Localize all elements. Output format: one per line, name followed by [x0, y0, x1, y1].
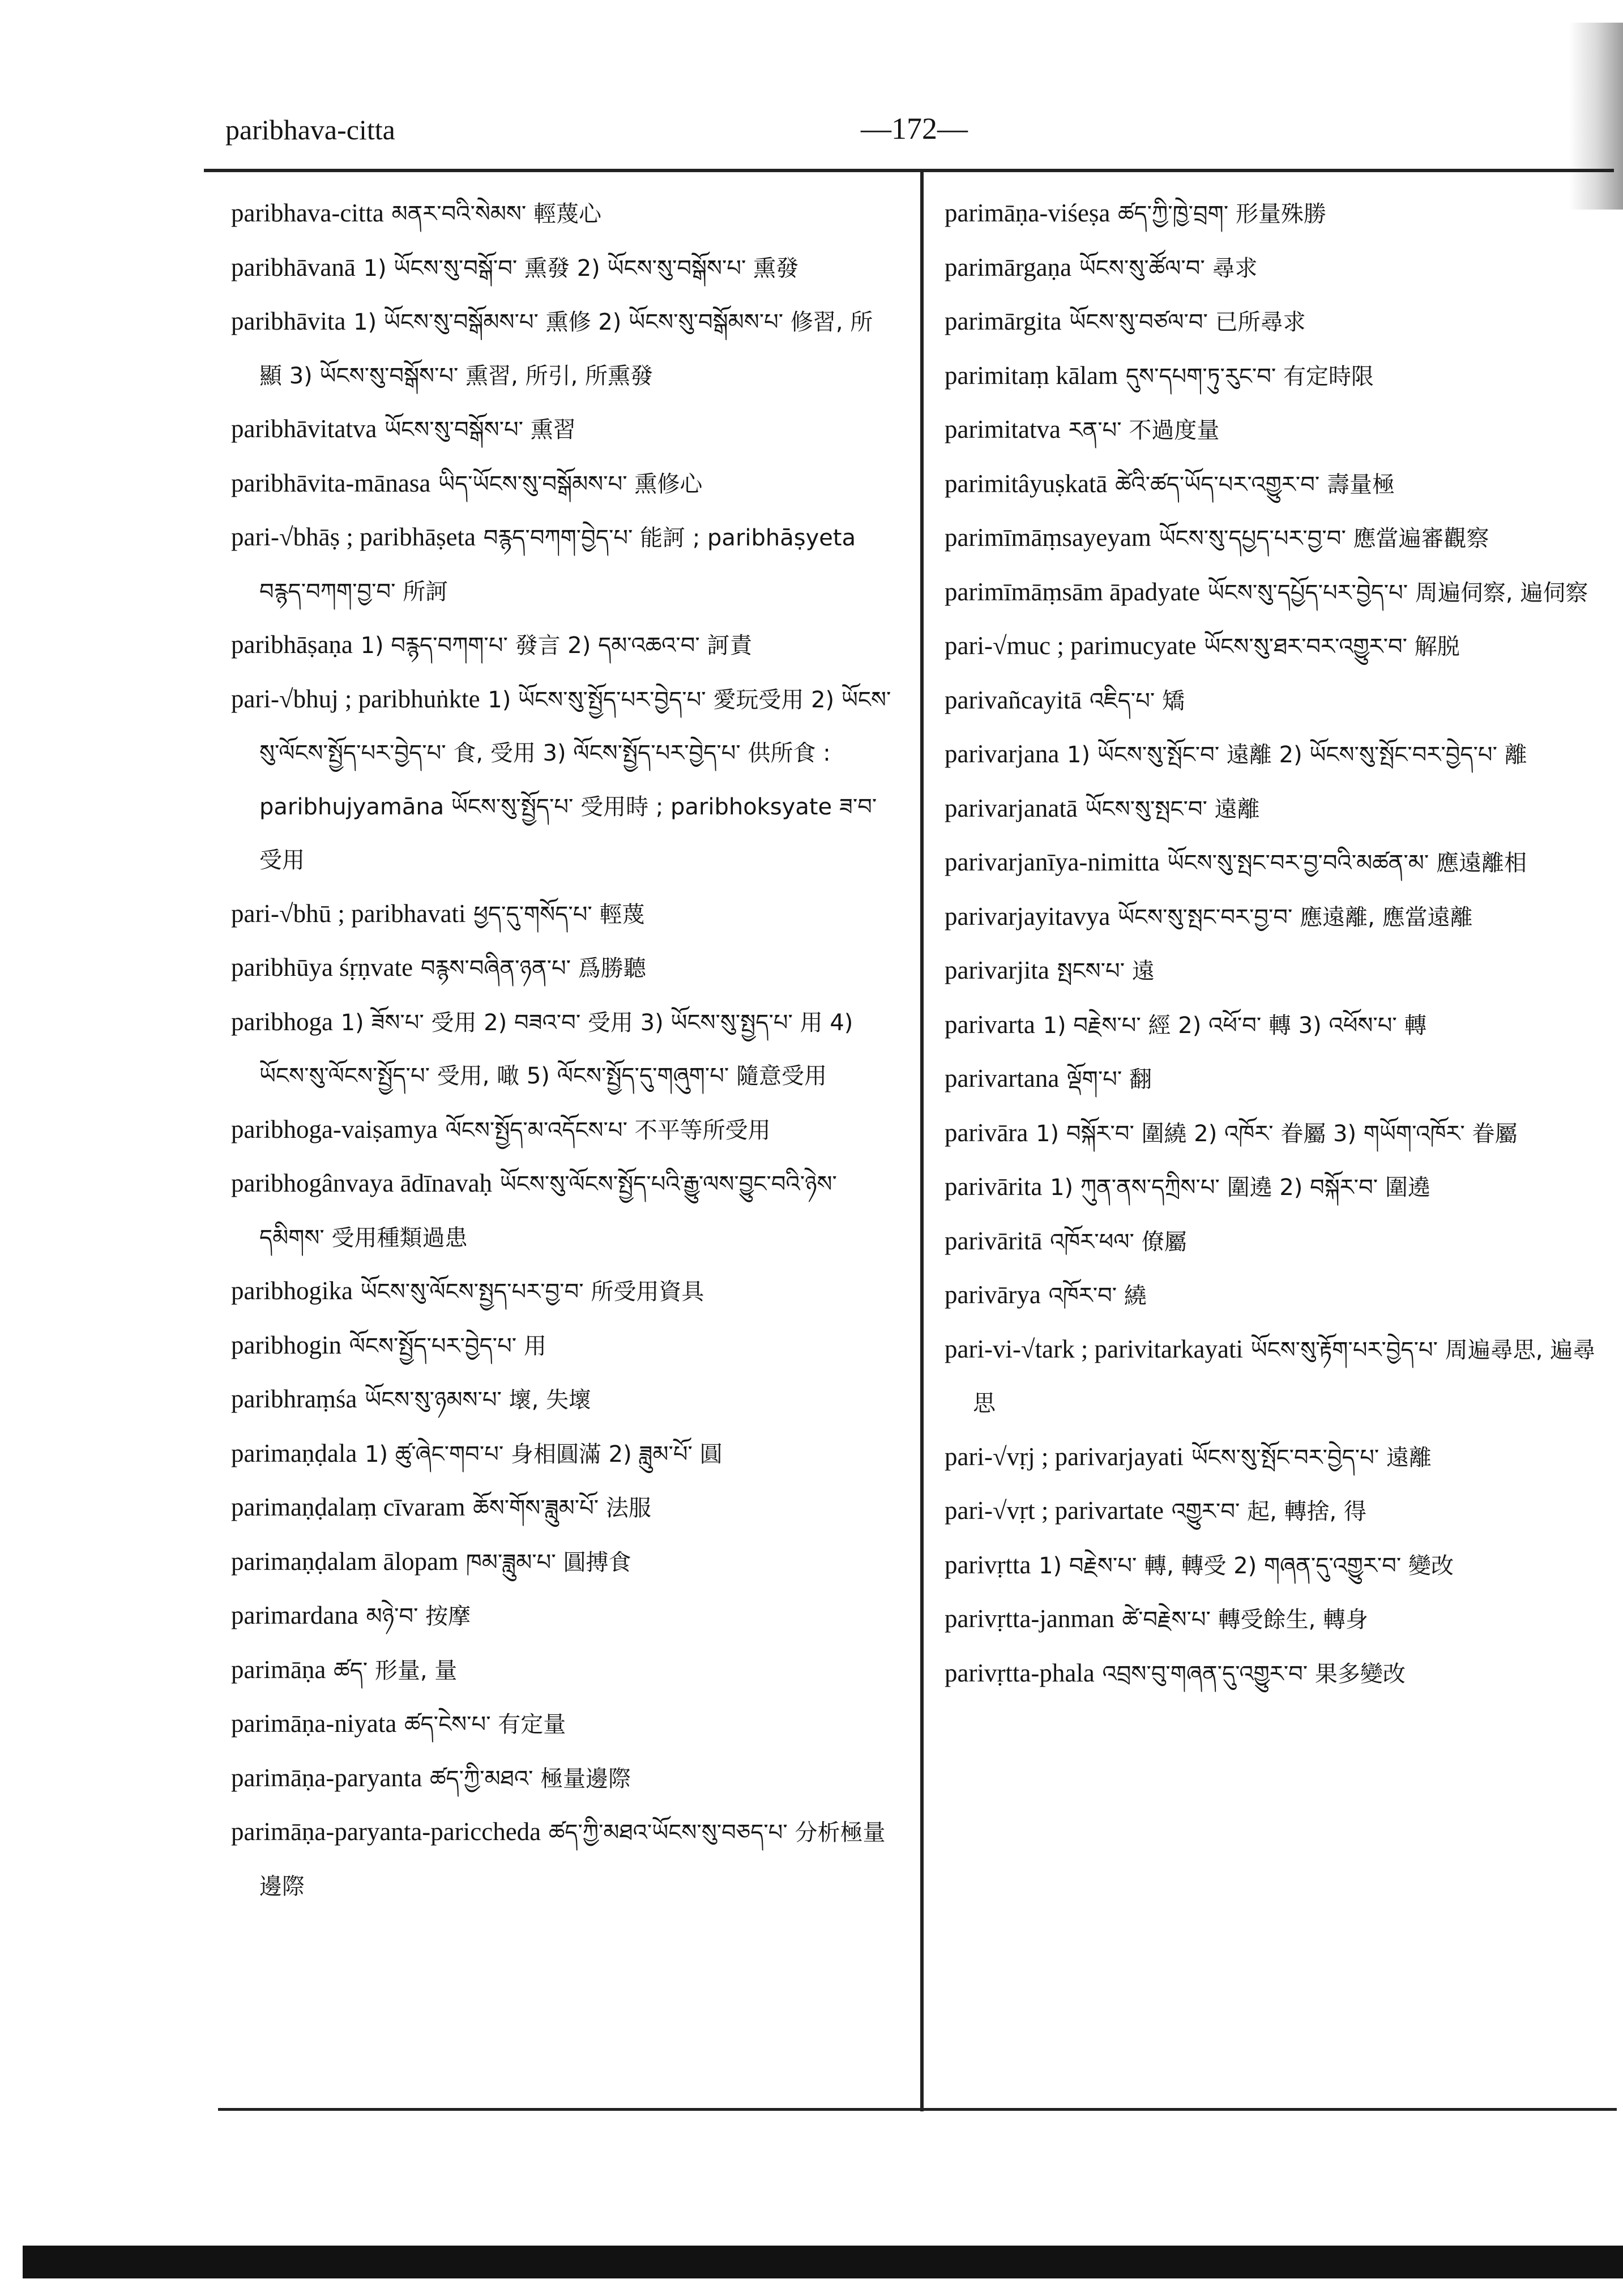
dictionary-entry: [231, 1697, 894, 1752]
dictionary-entry: [231, 1427, 894, 1482]
entry-headword: paribhāvita-mānasa: [231, 468, 431, 497]
entry-headword: parivartana: [945, 1064, 1060, 1092]
scan-bottom-edge: [23, 2246, 1623, 2278]
entry-headword: paribhava-citta: [231, 199, 384, 227]
entry-definition: ཡོངས་སུ་ལོངས་སྤྱོད་པའི་རྒྱུ་ལས་བྱུང་བའི་ཉེས་དམིགས་ 受用種類過患: [259, 1171, 837, 1251]
entry-definition: ཡོངས་སུ་སྤང་བ་ 遠離: [1085, 796, 1260, 822]
dictionary-entry: [945, 1269, 1607, 1323]
dictionary-entry: [231, 941, 894, 996]
entry-headword: parimitatva: [945, 415, 1061, 443]
entry-headword: parimīmāṃsām āpadyate: [945, 577, 1201, 606]
entry-definition: 1) ཡོངས་སུ་སྤྱོད་པར་བྱེད་པ་ 愛玩受用 2) ཡོངས་སུ་ལོངས་སྤྱོད་པར་བྱེད་པ་ 食, 受用 3) ལོངས་སྤྱོད་པར་བྱེད་པ་ 供所食 : paribhujyamāna ཡོངས་སུ་སྤྱོད་པ་ 受用時 ; paribhoksyate ཟ་བ་ 受用: [259, 686, 891, 873]
column-divider: [920, 169, 924, 2111]
dictionary-entry: [945, 1160, 1607, 1215]
entry-headword: paribhāvita: [231, 307, 346, 335]
entry-headword: parivārita: [945, 1172, 1043, 1201]
entry-headword: pari-√bhuj ; paribhuṅkte: [231, 684, 480, 713]
dictionary-entry: [231, 1806, 894, 1913]
entry-definition: ལྡོག་པ་ 翻: [1067, 1066, 1152, 1092]
entry-definition: ཚེ་བརྗེས་པ་ 轉受餘生, 轉身: [1122, 1607, 1369, 1633]
entry-headword: parivṛtta-janman: [945, 1604, 1114, 1633]
dictionary-entry: [231, 1265, 894, 1319]
dictionary-entry: [945, 1539, 1607, 1593]
entry-definition: ཚད་ 形量, 量: [334, 1657, 458, 1684]
entry-headword: parimāṇa-paryanta: [231, 1763, 422, 1792]
dictionary-entry: [231, 187, 894, 241]
dictionary-entry: [231, 295, 894, 403]
entry-headword: parimaṇḍala: [231, 1439, 357, 1467]
entry-definition: མནར་བའི་སེམས་ 輕蔑心: [391, 201, 602, 227]
entry-headword: parivārya: [945, 1281, 1041, 1309]
dictionary-entry: [231, 996, 894, 1103]
entry-headword: parimārgaṇa: [945, 253, 1072, 281]
entry-headword: parivṛtta: [945, 1550, 1031, 1579]
dictionary-entry: [945, 403, 1607, 458]
entry-definition: རན་པ་ 不過度量: [1068, 417, 1220, 443]
entry-definition: ལོངས་སྤྱོད་པར་བྱེད་པ་ 用: [349, 1333, 546, 1359]
entry-definition: ཡོངས་སུ་བསྒོས་པ་ 熏習: [385, 417, 576, 443]
entry-definition: ཚད་ངེས་པ་ 有定量: [404, 1712, 566, 1738]
entry-definition: ཡོངས་སུ་ཚོལ་བ་ 尋求: [1079, 255, 1258, 281]
entry-headword: parivarta: [945, 1010, 1035, 1039]
dictionary-entry: [945, 944, 1607, 998]
entry-headword: paribhoga: [231, 1007, 333, 1036]
entry-headword: parimāṇa-paryanta-pariccheda: [231, 1817, 541, 1846]
entry-definition: འཁོར་བ་ 繞: [1048, 1283, 1147, 1309]
dictionary-entry: [945, 1107, 1607, 1161]
entry-definition: 1) ཚུ་ཞེང་གབ་པ་ 身相圓滿 2) ཟླུམ་པོ་ 圓: [365, 1441, 723, 1467]
dictionary-entry: [945, 295, 1607, 349]
entry-headword: paribhāvanā: [231, 253, 356, 281]
dictionary-entry: [231, 1644, 894, 1698]
entry-definition: ཡོངས་སུ་ལོངས་སྤྱད་པར་བྱ་བ་ 所受用資具: [360, 1279, 704, 1305]
entry-definition: བརྙས་བཞིན་ཉན་པ་ 爲勝聽: [420, 955, 646, 981]
dictionary-entry: [231, 241, 894, 296]
entry-headword: paribhūya śṛṇvate: [231, 953, 413, 981]
entry-headword: pari-√bhū ; paribhavati: [231, 899, 466, 928]
entry-headword: parimaṇḍalam ālopam: [231, 1547, 459, 1576]
dictionary-entry: [231, 1103, 894, 1158]
entry-headword: pari-√bhāṣ ; paribhāṣeta: [231, 523, 476, 551]
entry-headword: parivarjanatā: [945, 793, 1078, 822]
entry-definition: སྤངས་པ་ 遠: [1057, 958, 1155, 984]
entry-headword: pari-vi-√tark ; parivitarkayati: [945, 1334, 1243, 1363]
entry-headword: paribhogika: [231, 1277, 353, 1305]
entry-headword: parimāṇa: [231, 1655, 326, 1684]
page-number: —172—: [861, 112, 968, 146]
entry-definition: ཆོས་གོས་ཟླུམ་པོ་ 法服: [473, 1495, 651, 1521]
dictionary-entry: [231, 1535, 894, 1590]
entry-definition: བརྙད་བཀག་བྱེད་པ་ 能訶 ; paribhāṣyeta བརྙད་བཀག་བྱ་བ་ 所訶: [259, 525, 856, 605]
entry-definition: འཁོར་ཕལ་ 僚屬: [1050, 1228, 1187, 1255]
dictionary-entry: [231, 887, 894, 942]
dictionary-entry: [231, 1481, 894, 1535]
entry-definition: 1) ཡོངས་སུ་སྤོང་བ་ 遠離 2) ཡོངས་སུ་སྤོང་བར་བྱེད་པ་ 離: [1067, 742, 1527, 768]
entry-headword: pari-√vṛt ; parivartate: [945, 1496, 1164, 1525]
entry-headword: paribhāvitatva: [231, 415, 377, 443]
entry-headword: parimārgita: [945, 307, 1062, 335]
dictionary-entry: [231, 403, 894, 457]
running-head: paribhava-citta: [225, 114, 395, 146]
entry-definition: ཡོངས་སུ་སྤང་བར་བྱ་བ་ 應遠離, 應當遠離: [1118, 904, 1473, 931]
dictionary-entry: [945, 674, 1607, 728]
dictionary-entry: [945, 782, 1607, 837]
dictionary-entry: [231, 618, 894, 673]
entry-definition: ཡོངས་སུ་སྤང་བར་བྱ་བའི་མཚན་མ་ 應遠離相: [1167, 850, 1527, 876]
entry-definition: མཉེ་བ་ 按摩: [366, 1603, 471, 1629]
entry-definition: ཡོངས་སུ་ཉམས་པ་ 壞, 失壞: [365, 1387, 592, 1413]
entry-headword: parimāṇa-viśeṣa: [945, 199, 1111, 227]
entry-definition: ཡིད་ཡོངས་སུ་བསྒོམས་པ་ 熏修心: [438, 471, 703, 497]
dictionary-entry: [231, 457, 894, 511]
entry-definition: 1) བརྙད་བཀག་པ་ 發言 2) དམ་འཆའ་བ་ 訶責: [360, 633, 753, 659]
entry-definition: ལོངས་སྤྱོད་མ་འདོངས་པ་ 不平等所受用: [445, 1117, 771, 1143]
dictionary-entry: [231, 1589, 894, 1644]
dictionary-entry: [945, 1215, 1607, 1269]
dictionary-entry: [945, 1323, 1607, 1431]
entry-definition: ཡོངས་སུ་སྤོང་བར་བྱེད་པ་ 遠離: [1191, 1444, 1432, 1471]
dictionary-entry: [945, 890, 1607, 945]
entry-headword: parivarjana: [945, 740, 1060, 768]
entry-headword: paribhāṣaṇa: [231, 630, 353, 659]
dictionary-entry: [231, 511, 894, 618]
entry-definition: ཡོངས་སུ་རྟོག་པར་བྱེད་པ་ 周遍尋思, 遍尋思: [973, 1337, 1596, 1416]
entry-definition: 1) ཟོས་པ་ 受用 2) བཟའ་བ་ 受用 3) ཡོངས་སུ་སྤྱད་པ་ 用 4) ཡོངས་སུ་ལོངས་སྤྱོད་པ་ 受用, 噉 5) ལོངས་སྤྱོད་དུ་གཞུག་པ་ 隨意受用: [259, 1009, 853, 1089]
bottom-rule: [218, 2108, 1617, 2111]
entry-definition: ཚད་ཀྱི་མཐའ་ཡོངས་སུ་བཅད་པ་ 分析極量邊際: [259, 1820, 886, 1900]
dictionary-entry: [945, 1484, 1607, 1539]
entry-definition: ཡོངས་སུ་དཔྱད་པར་བྱ་བ་ 應當遍審觀察: [1159, 526, 1489, 552]
entry-definition: ཁམ་ཟླུམ་པ་ 圓搏食: [465, 1549, 631, 1576]
dictionary-entry: [945, 187, 1607, 241]
entry-definition: ཚེའི་ཚད་ཡོད་པར་འགྱུར་བ་ 壽量極: [1115, 471, 1395, 498]
entry-headword: parimāṇa-niyata: [231, 1709, 397, 1738]
entry-headword: parimitaṃ kālam: [945, 361, 1118, 390]
entry-definition: འབྲས་བུ་གཞན་དུ་འགྱུར་བ་ 果多變改: [1102, 1661, 1406, 1687]
entry-definition: 1) བསྐོར་བ་ 圍繞 2) འཁོར་ 眷屬 3) གཡོག་འཁོར་ 眷屬: [1036, 1120, 1518, 1147]
dictionary-entry: [945, 458, 1607, 512]
dictionary-entry: [945, 1431, 1607, 1485]
entry-definition: ཚད་ཀྱི་མཐའ་ 極量邊際: [429, 1765, 631, 1792]
entry-headword: parimitâyuṣkatā: [945, 469, 1108, 498]
entry-headword: paribhogânvaya ādīnavaḥ: [231, 1169, 493, 1197]
entry-definition: 1) ཡོངས་སུ་བསྒོམས་པ་ 熏修 2) ཡོངས་སུ་བསྒོམས་པ་ 修習, 所顯 3) ཡོངས་སུ་བསྒོས་པ་ 熏習, 所引, 所熏發: [259, 309, 873, 389]
entry-headword: parivañcayitā: [945, 685, 1082, 714]
dictionary-entry: [231, 1157, 894, 1265]
left-column: [231, 187, 894, 1913]
dictionary-entry: [945, 349, 1607, 404]
entry-definition: ཡོངས་སུ་བཙལ་བ་ 已所尋求: [1069, 309, 1306, 335]
scan-shadow: [1569, 23, 1623, 210]
entry-headword: parimaṇḍalaṃ cīvaram: [231, 1493, 465, 1521]
entry-definition: ཕྱད་དུ་གསོད་པ་ 輕蔑: [473, 901, 645, 928]
entry-headword: paribhogin: [231, 1330, 341, 1359]
entry-headword: parivāra: [945, 1118, 1028, 1147]
dictionary-entry: [231, 673, 894, 887]
entry-headword: parivāritā: [945, 1226, 1043, 1255]
entry-headword: parivarjita: [945, 956, 1049, 984]
entry-headword: parivṛtta-phala: [945, 1658, 1095, 1687]
entry-definition: 1) བརྗེས་པ་ 經 2) འཕོ་བ་ 轉 3) འཕོས་པ་ 轉: [1043, 1012, 1427, 1039]
dictionary-entry: [945, 836, 1607, 890]
entry-headword: parimardana: [231, 1601, 358, 1629]
entry-headword: paribhoga-vaiṣamya: [231, 1115, 438, 1143]
dictionary-entry: [945, 1052, 1607, 1107]
entry-definition: 1) ཀུན་ནས་དཀྲིས་པ་ 圍遶 2) བསྐོར་བ་ 圍遶: [1050, 1175, 1430, 1201]
entry-definition: འགྱུར་བ་ 起, 轉捨, 得: [1171, 1499, 1366, 1525]
dictionary-entry: [945, 566, 1607, 620]
entry-definition: ཚད་ཀྱི་ཁྱེ་བྲག་ 形量殊勝: [1118, 201, 1326, 227]
entry-headword: paribhraṃśa: [231, 1385, 357, 1413]
entry-headword: pari-√vṛj ; parivarjayati: [945, 1442, 1184, 1471]
dictionary-entry: [945, 998, 1607, 1053]
dictionary-entry: [945, 620, 1607, 674]
entry-headword: parivarjanīya-nimitta: [945, 848, 1160, 876]
entry-definition: དུས་དཔག་ཏུ་རུང་བ་ 有定時限: [1125, 363, 1374, 390]
entry-definition: ཡོངས་སུ་དཔྱོད་པར་བྱེད་པ་ 周遍伺察, 遍伺察: [1207, 579, 1588, 606]
entry-headword: pari-√muc ; parimucyate: [945, 631, 1197, 660]
dictionary-entry: [231, 1752, 894, 1806]
dictionary-entry: [945, 1647, 1607, 1701]
top-rule: [204, 169, 1614, 172]
dictionary-entry: [945, 1593, 1607, 1647]
dictionary-entry: [945, 728, 1607, 782]
entry-definition: 1) བརྗེས་པ་ 轉, 轉受 2) གཞན་དུ་འགྱུར་བ་ 變改: [1039, 1552, 1454, 1579]
entry-definition: 1) ཡོངས་སུ་བསྒོ་བ་ 熏發 2) ཡོངས་སུ་བསྒོས་པ་ 熏發: [363, 255, 799, 281]
dictionary-entry: [231, 1373, 894, 1427]
dictionary-entry: [231, 1319, 894, 1373]
entry-definition: ཡོངས་སུ་ཐར་བར་འགྱུར་བ་ 解脱: [1204, 634, 1460, 660]
entry-headword: parimīmāṃsayeyam: [945, 523, 1151, 552]
entry-headword: parivarjayitavya: [945, 902, 1111, 931]
right-column: [945, 187, 1607, 1701]
entry-definition: འཇིད་པ་ 矯: [1090, 688, 1185, 714]
dictionary-entry: [945, 241, 1607, 296]
dictionary-entry: [945, 511, 1607, 566]
